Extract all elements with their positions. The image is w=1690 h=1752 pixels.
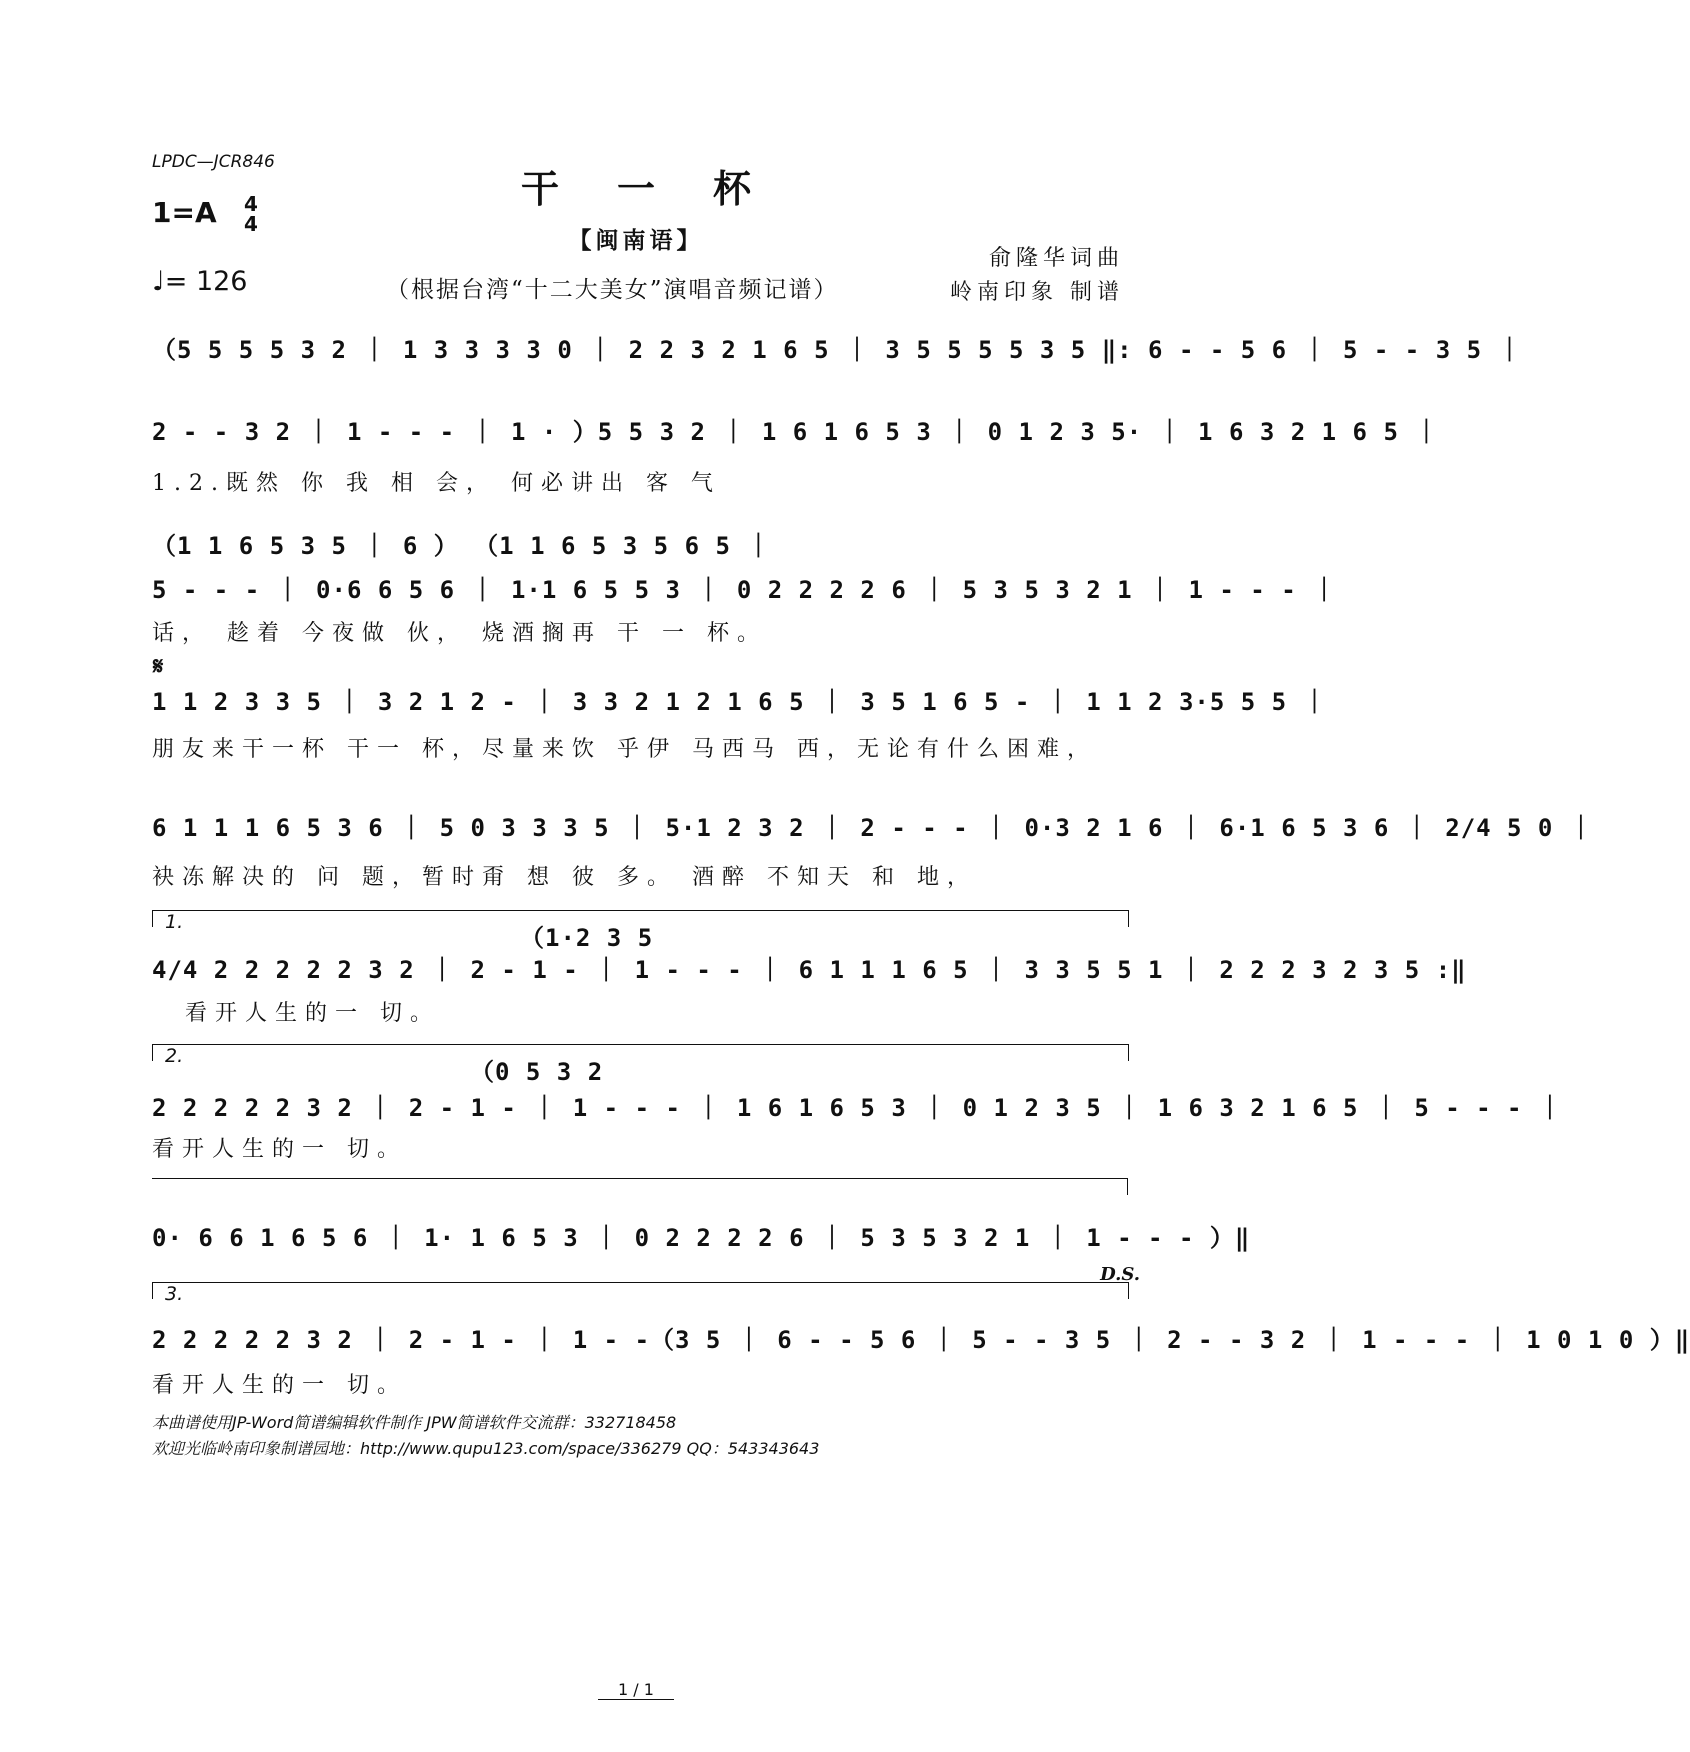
song-title: 干一杯: [520, 166, 809, 211]
notation-above: （0 5 3 2: [470, 1058, 604, 1086]
arranger-credit: 岭南印象 制谱: [950, 280, 1124, 305]
page-number-text: 1 / 1: [598, 1680, 674, 1700]
footer-line-2: 欢迎光临岭南印象制谱园地：http://www.qupu123.com/space/336279 QQ：543343643: [152, 1439, 820, 1458]
notation-line-upper: （1 1 6 5 3 5 ｜ 6 ） （1 1 6 5 3 5 6 5 ｜: [152, 532, 772, 560]
footer-line-1: 本曲谱使用JP-Word简谱编辑软件制作 JPW简谱软件交流群：332718458: [152, 1413, 677, 1432]
volta-label: 3.: [165, 1283, 184, 1305]
dal-segno-mark: D.S.: [1100, 1264, 1140, 1285]
notation-line: 2 - - 3 2 ｜ 1 - - - ｜ 1 · ）5 5 3 2 ｜ 1 6 1 6 5 3 ｜ 0 1 2 3 5· ｜ 1 6 3 2 1 6 5 ｜: [152, 418, 1440, 446]
time-signature-top: 4: [244, 192, 258, 216]
volta-bracket-3: [152, 1282, 1129, 1305]
notation-line: 1 1 2 3 3 5 ｜ 3 2 1 2 - ｜ 3 3 2 1 2 1 6 5 ｜ 3 5 1 6 5 - ｜ 1 1 2 3·5 5 5 ｜: [152, 688, 1328, 716]
lyric-line: 看开人生的一 切。: [152, 1137, 407, 1162]
volta-label: 2.: [165, 1045, 184, 1067]
notation-above: （1·2 3 5: [520, 924, 654, 952]
score-code: LPDC—JCR846: [152, 152, 275, 172]
key-signature: 1=A: [152, 196, 217, 229]
notation-line: 2 2 2 2 2 3 2 ｜ 2 - 1 - ｜ 1 - -（3 5 ｜ 6 - - 5 6 ｜ 5 - - 3 5 ｜ 2 - - 3 2 ｜ 1 - - - ｜ 1 0 1 0 ）‖: [152, 1326, 1690, 1354]
notation-line: （5 5 5 5 3 2 ｜ 1 3 3 3 3 0 ｜ 2 2 3 2 1 6 5 ｜ 3 5 5 5 5 3 5 ‖: 6 - - 5 6 ｜ 5 - - 3 5 ｜: [152, 336, 1523, 364]
notation-line: 5 - - - ｜ 0·6 6 5 6 ｜ 1·1 6 5 5 3 ｜ 0 2 2 2 2 6 ｜ 5 3 5 3 2 1 ｜ 1 - - - ｜: [152, 576, 1338, 604]
notation-line: 6 1 1 1 6 5 3 6 ｜ 5 0 3 3 3 5 ｜ 5·1 2 3 2 ｜ 2 - - - ｜ 0·3 2 1 6 ｜ 6·1 6 5 3 6 ｜ 2/4 5 0 ｜: [152, 814, 1594, 842]
notation-line: 0· 6 6 1 6 5 6 ｜ 1· 1 6 5 3 ｜ 0 2 2 2 2 6 ｜ 5 3 5 3 2 1 ｜ 1 - - - ）‖: [152, 1224, 1251, 1252]
tempo-marking: ♩= 126: [152, 266, 248, 297]
notation-line: 4/4 2 2 2 2 2 3 2 ｜ 2 - 1 - ｜ 1 - - - ｜ 6 1 1 1 6 5 ｜ 3 3 5 5 1 ｜ 2 2 2 3 2 3 5 :‖: [152, 956, 1467, 984]
lyric-line: 袂冻解决的 问 题，暂时甭 想 彼 多。 酒醉 不知天 和 地，: [152, 865, 977, 890]
segno-sign: 𝄋: [153, 652, 164, 680]
lyric-line: 看开人生的一 切。: [152, 1373, 407, 1398]
page-number: [0, 1680, 1272, 1699]
lyric-line: 朋友来干一杯 干一 杯，尽量来饮 乎伊 马西马 西，无论有什么困难，: [152, 737, 1097, 762]
notation-line: 2 2 2 2 2 3 2 ｜ 2 - 1 - ｜ 1 - - - ｜ 1 6 1 6 5 3 ｜ 0 1 2 3 5 ｜ 1 6 3 2 1 6 5 ｜ 5 - - - ｜: [152, 1094, 1563, 1122]
subtitle: （根据台湾“十二大美女”演唱音频记谱）: [386, 277, 839, 303]
credits: [950, 242, 1124, 310]
time-signature-bottom: 4: [244, 212, 258, 236]
section-bracket: [152, 1178, 1128, 1195]
lyric-line: 1.2.既然 你 我 相 会， 何必讲出 客 气: [152, 471, 721, 496]
lyric-line: 看开人生的一 切。: [185, 1001, 440, 1026]
volta-label: 1.: [165, 911, 184, 933]
language-tag: 【闽南语】: [568, 227, 704, 254]
lyric-line: 话， 趁着 今夜做 伙， 烧酒搁再 干 一 杯。: [152, 621, 767, 646]
composer-credit: 俞隆华词曲: [988, 246, 1124, 271]
